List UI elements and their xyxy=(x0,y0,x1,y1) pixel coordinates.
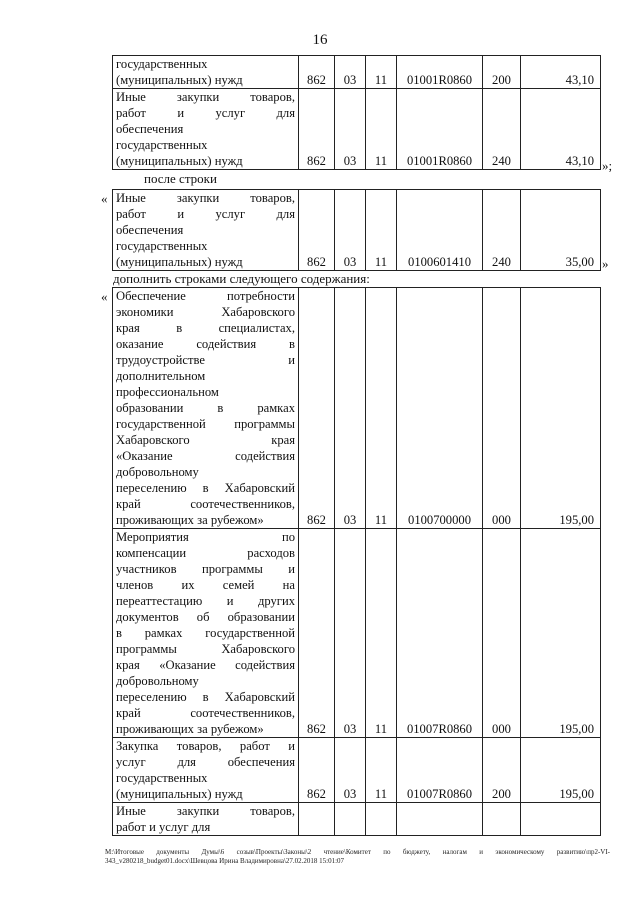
table-row xyxy=(113,738,601,803)
row-name-line: Иные закупки товаров, xyxy=(116,191,295,205)
expense-type-cell: 200 xyxy=(483,738,521,803)
code-cell: 862 xyxy=(299,56,335,89)
row-name-line: добровольному xyxy=(116,674,199,688)
table-row xyxy=(113,288,601,529)
section-cell: 03 xyxy=(335,738,366,803)
amount-cell: 35,00 xyxy=(521,190,601,271)
subsection-cell: 11 xyxy=(366,738,397,803)
section-cell xyxy=(335,803,366,836)
table-body xyxy=(113,190,601,271)
target-code-cell: 01007R0860 xyxy=(397,529,483,738)
table-row xyxy=(113,56,601,89)
row-name-line: государственных xyxy=(116,771,208,785)
expense-type-cell: 240 xyxy=(483,190,521,271)
subsection-cell xyxy=(366,803,397,836)
section-cell: 03 xyxy=(335,89,366,170)
budget-table-middle xyxy=(112,189,601,271)
document-footer-path: M:\Итоговые документы Думы\6 созыв\Проекты\Законы\2 чтение\Комитет по бюджету, налогам и экономическому развитию\пр2-VI-343_v280218_budget01.docx\Шевцова Ирина Владимировна\27.02.2018 15:01:07 xyxy=(105,848,610,865)
code-cell: 862 xyxy=(299,190,335,271)
row-name-cell xyxy=(113,803,299,836)
subsection-cell: 11 xyxy=(366,288,397,529)
open-mark: « xyxy=(101,289,108,304)
row-name-line: «Оказание содействия xyxy=(116,449,295,463)
row-name-line: края в специалистах, xyxy=(116,321,295,335)
expense-type-cell xyxy=(483,803,521,836)
after-line-text: после строки xyxy=(144,171,217,186)
row-name-line: программы Хабаровского xyxy=(116,642,295,656)
row-name-line: (муниципальных) нужд xyxy=(116,73,243,87)
row-name-line: обеспечения xyxy=(116,122,184,136)
row-name-line: (муниципальных) нужд xyxy=(116,154,243,168)
row-name-cell xyxy=(113,738,299,803)
amount-cell: 195,00 xyxy=(521,529,601,738)
row-name-line: государственных xyxy=(116,57,208,71)
subsection-cell: 11 xyxy=(366,56,397,89)
row-name-line: членов их семей на xyxy=(116,578,295,592)
target-code-cell: 01001R0860 xyxy=(397,56,483,89)
row-name-line: оказание содействия в xyxy=(116,337,295,351)
expense-type-cell: 000 xyxy=(483,529,521,738)
code-cell: 862 xyxy=(299,738,335,803)
row-name-line: Обеспечение потребности xyxy=(116,289,295,303)
row-name-line: в рамках государственной xyxy=(116,626,295,640)
section-cell: 03 xyxy=(335,56,366,89)
target-code-cell xyxy=(397,803,483,836)
table-row xyxy=(113,529,601,738)
close-mark: » xyxy=(602,256,609,271)
subsection-cell: 11 xyxy=(366,89,397,170)
code-cell xyxy=(299,803,335,836)
table-body xyxy=(113,288,601,836)
row-name-line: образовании в рамках xyxy=(116,401,295,415)
amount-cell xyxy=(521,803,601,836)
row-name-cell xyxy=(113,89,299,170)
code-cell: 862 xyxy=(299,288,335,529)
table-row xyxy=(113,89,601,170)
row-name-line: экономики Хабаровского xyxy=(116,305,295,319)
target-code-cell: 0100601410 xyxy=(397,190,483,271)
expense-type-cell: 000 xyxy=(483,288,521,529)
row-name-line: государственной программы xyxy=(116,417,295,431)
target-code-cell: 0100700000 xyxy=(397,288,483,529)
row-name-cell xyxy=(113,190,299,271)
row-name-line: Иные закупки товаров, xyxy=(116,90,295,104)
row-name-line: проживающих за рубежом» xyxy=(116,513,264,527)
page-number: 16 xyxy=(312,32,328,48)
row-name-line: дополнительном xyxy=(116,369,206,383)
code-cell: 862 xyxy=(299,89,335,170)
row-name-line: документов об образовании xyxy=(116,610,295,624)
row-name-line: компенсации расходов xyxy=(116,546,295,560)
row-name-line: Мероприятия по xyxy=(116,530,295,544)
row-name-line: обеспечения xyxy=(116,223,184,237)
row-name-line: край соотечественников, xyxy=(116,706,295,720)
section-cell: 03 xyxy=(335,288,366,529)
open-mark: « xyxy=(101,191,108,206)
expense-type-cell: 200 xyxy=(483,56,521,89)
expense-type-cell: 240 xyxy=(483,89,521,170)
amount-cell: 43,10 xyxy=(521,56,601,89)
row-name-line: переселению в Хабаровский xyxy=(116,690,295,704)
row-name-line: проживающих за рубежом» xyxy=(116,722,264,736)
row-name-line: Иные закупки товаров, xyxy=(116,804,295,818)
row-name-line: трудоустройстве и xyxy=(116,353,295,367)
target-code-cell: 01001R0860 xyxy=(397,89,483,170)
amount-cell: 195,00 xyxy=(521,738,601,803)
budget-table-top xyxy=(112,55,601,170)
row-name-line: профессиональном xyxy=(116,385,219,399)
row-name-line: услуг для обеспечения xyxy=(116,755,295,769)
table-row xyxy=(113,803,601,836)
budget-table-bottom xyxy=(112,287,601,836)
amount-cell: 195,00 xyxy=(521,288,601,529)
section-cell: 03 xyxy=(335,190,366,271)
row-name-line: края «Оказание содействия xyxy=(116,658,295,672)
row-name-line: добровольному xyxy=(116,465,199,479)
table-row xyxy=(113,190,601,271)
row-name-line: (муниципальных) нужд xyxy=(116,787,243,801)
row-name-line: переселению в Хабаровский xyxy=(116,481,295,495)
amount-cell: 43,10 xyxy=(521,89,601,170)
row-name-line: работ и услуг для xyxy=(116,106,295,120)
subsection-cell: 11 xyxy=(366,529,397,738)
section-cell: 03 xyxy=(335,529,366,738)
row-name-line: участников программы и xyxy=(116,562,295,576)
row-name-line: переаттестацию и других xyxy=(116,594,295,608)
row-name-cell xyxy=(113,288,299,529)
row-name-cell xyxy=(113,56,299,89)
table-body xyxy=(113,56,601,170)
code-cell: 862 xyxy=(299,529,335,738)
add-line-text: дополнить строками следующего содержания: xyxy=(113,271,370,286)
row-name-line: государственных xyxy=(116,239,208,253)
target-code-cell: 01007R0860 xyxy=(397,738,483,803)
row-name-line: государственных xyxy=(116,138,208,152)
row-name-cell xyxy=(113,529,299,738)
row-name-line: работ и услуг для xyxy=(116,820,211,834)
row-name-line: Закупка товаров, работ и xyxy=(116,739,295,753)
row-name-line: (муниципальных) нужд xyxy=(116,255,243,269)
subsection-cell: 11 xyxy=(366,190,397,271)
row-name-line: работ и услуг для xyxy=(116,207,295,221)
close-mark: »; xyxy=(602,158,613,173)
row-name-line: Хабаровского края xyxy=(116,433,295,447)
row-name-line: край соотечественников, xyxy=(116,497,295,511)
